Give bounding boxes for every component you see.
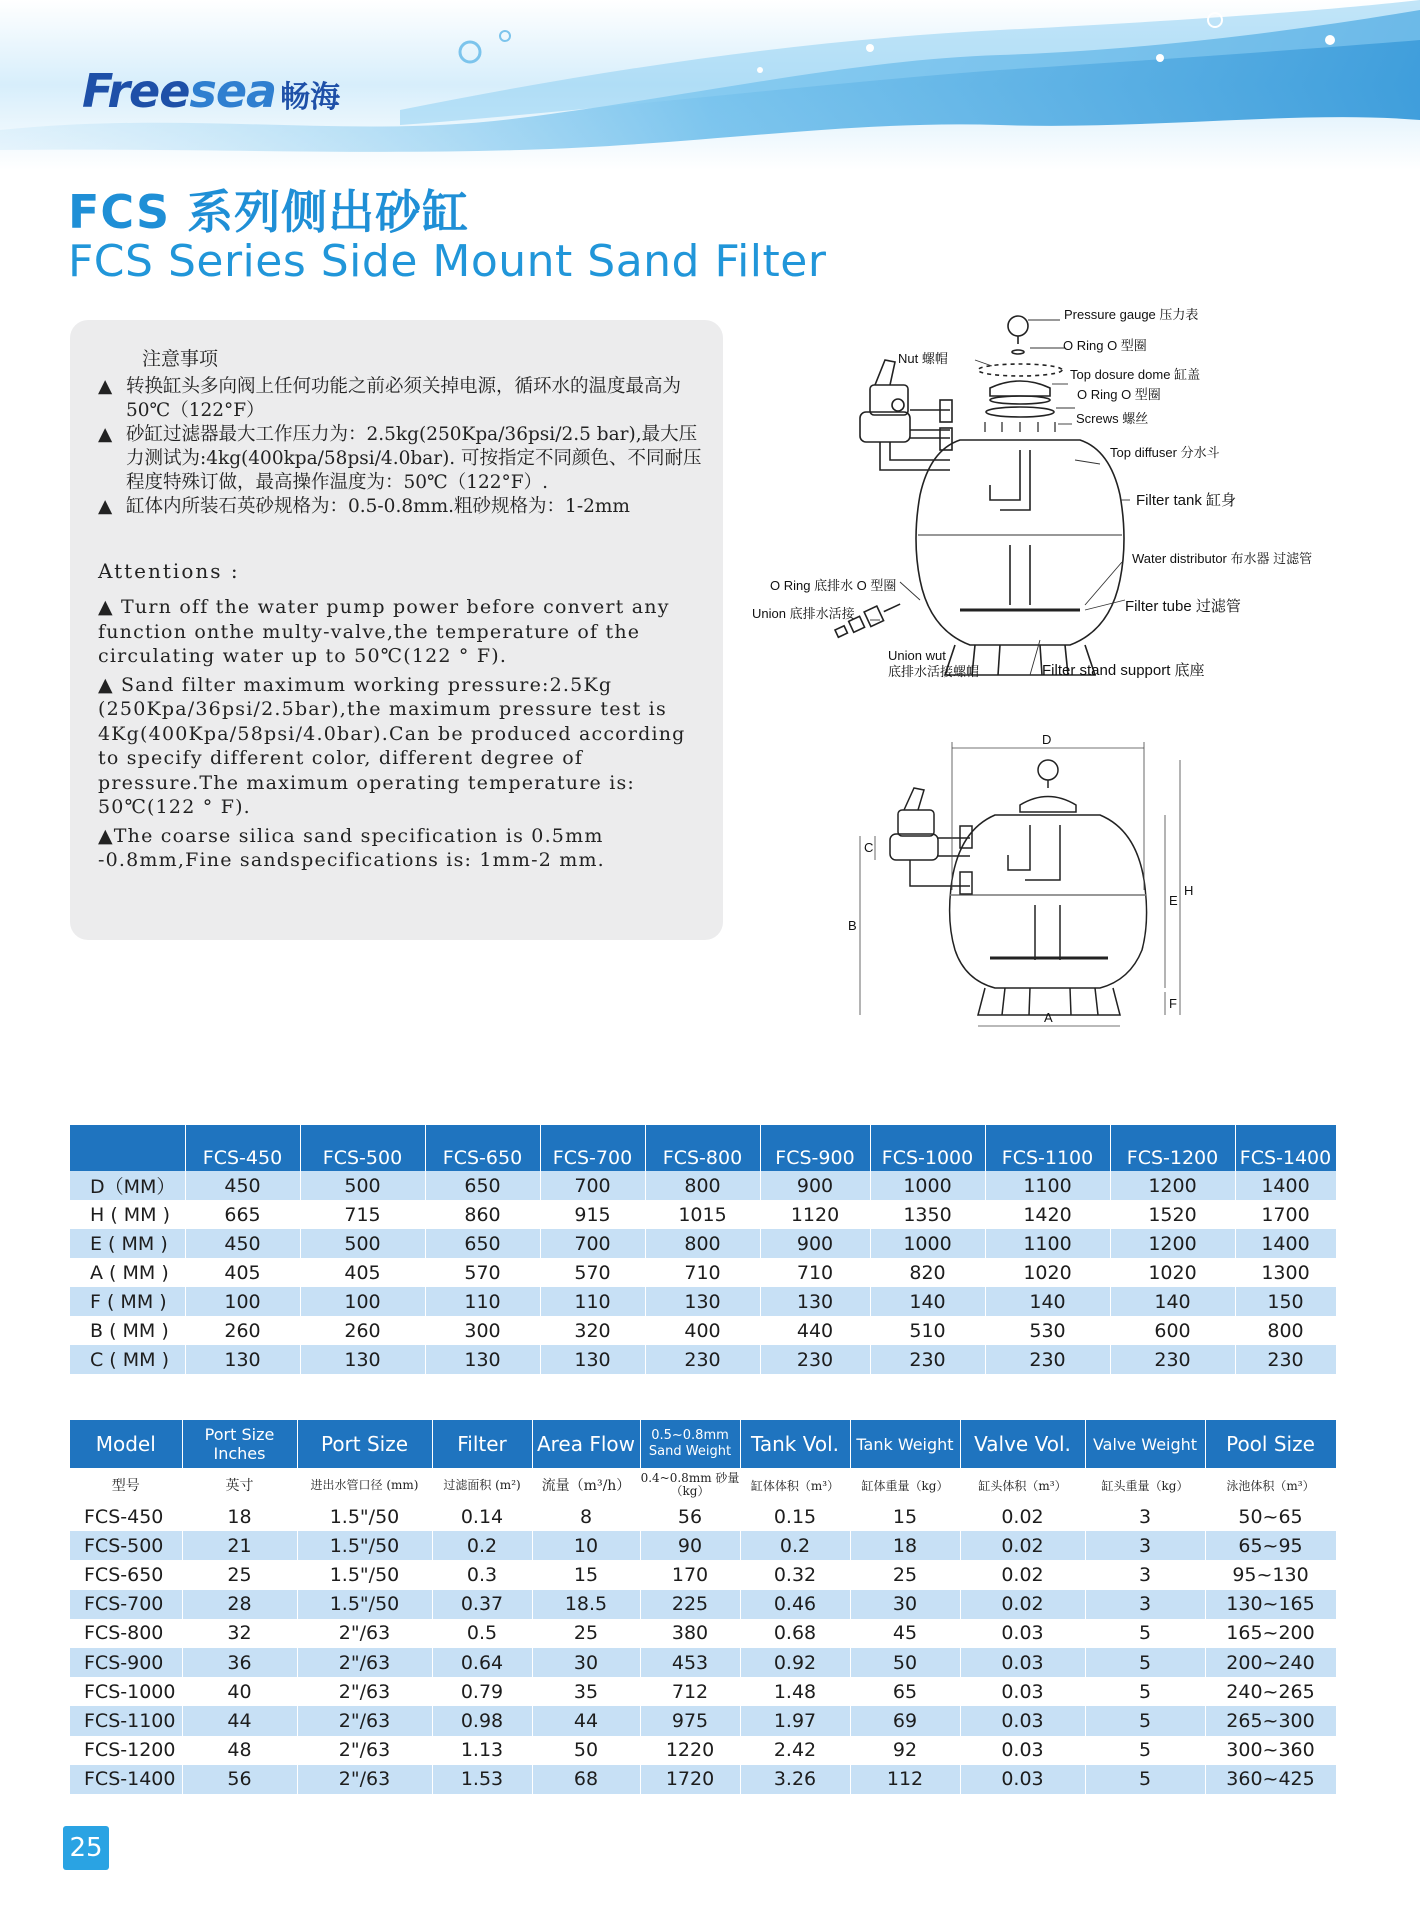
column-header: FCS-450 [185, 1125, 300, 1171]
row-label: FCS-1100 [70, 1706, 182, 1735]
table-cell: 15 [850, 1502, 960, 1531]
row-label: C ( MM ) [70, 1345, 185, 1374]
table-cell: 2"/63 [297, 1619, 432, 1648]
table-cell: 1420 [985, 1200, 1110, 1229]
table-cell: 5 [1085, 1619, 1205, 1648]
label-screws: Screws 螺丝 [1076, 411, 1149, 426]
table-cell: 1.53 [432, 1765, 532, 1794]
table-cell: 230 [760, 1345, 870, 1374]
column-header-cn: 缸头体积（m³） [960, 1468, 1085, 1502]
table-cell: 140 [1110, 1287, 1235, 1316]
table-cell: 44 [532, 1706, 640, 1735]
table-cell: 1.5"/50 [297, 1590, 432, 1619]
row-label: FCS-1200 [70, 1736, 182, 1765]
table-cell: 1.97 [740, 1706, 850, 1735]
table-cell: 0.79 [432, 1677, 532, 1706]
row-label: FCS-450 [70, 1502, 182, 1531]
dim-label-d: D [1042, 732, 1052, 747]
table-cell: 10 [532, 1531, 640, 1560]
table-row [70, 1677, 1336, 1706]
table-cell: 50 [532, 1736, 640, 1765]
notes-cn-item: ▲ 转换缸头多向阀上任何功能之前必须关掉电源，循环水的温度最高为50℃（122°F） [98, 376, 682, 421]
exploded-view-diagram [740, 300, 1340, 690]
bullet-triangle-icon: ▲ [98, 376, 113, 397]
table-cell: 405 [300, 1258, 425, 1287]
table-cell: 2"/63 [297, 1736, 432, 1765]
column-header-cn: 缸头重量（kg） [1085, 1468, 1205, 1502]
table-cell: 230 [1110, 1345, 1235, 1374]
column-header: Valve Vol. [960, 1420, 1085, 1468]
table-cell: 36 [182, 1648, 297, 1677]
table-cell: 900 [760, 1171, 870, 1200]
table-cell: 700 [540, 1229, 645, 1258]
dimensions-table [70, 1125, 1337, 1374]
table-cell: 0.03 [960, 1648, 1085, 1677]
table-cell: 65~95 [1205, 1531, 1336, 1560]
table-cell: 1400 [1235, 1229, 1336, 1258]
table-cell: 0.03 [960, 1677, 1085, 1706]
table-cell: 170 [640, 1560, 740, 1589]
table-cell: 265~300 [1205, 1706, 1336, 1735]
column-header: Pool Size [1205, 1420, 1336, 1468]
table-cell: 1000 [870, 1229, 985, 1258]
notes-en-item: ▲ Sand filter maximum working pressure:2.5Kg (250Kpa/36psi/2.5bar),the maximum pressure test is 4Kg(400Kpa/58psi/4.0bar).Can be produced according to specify different color, different degree of pressure.The maximum operating temperature is: 50℃(122 ° F). [98, 673, 686, 818]
table-cell: 2.42 [740, 1736, 850, 1765]
table-cell: 110 [425, 1287, 540, 1316]
label-filter-stand: Filter stand support 底座 [1042, 662, 1205, 679]
row-label: B ( MM ) [70, 1316, 185, 1345]
table-cell: 5 [1085, 1648, 1205, 1677]
dim-label-h: H [1184, 883, 1194, 898]
table-cell: 0.03 [960, 1619, 1085, 1648]
table-cell: 1720 [640, 1765, 740, 1794]
bullet-triangle-icon: ▲ [98, 424, 113, 445]
label-nut: Nut 螺帽 [898, 351, 948, 366]
logo-text-sea: sea [189, 64, 277, 118]
table-cell: 710 [645, 1258, 760, 1287]
page-title-cn: FCS 系列侧出砂缸 [68, 185, 470, 239]
table-cell: 1350 [870, 1200, 985, 1229]
table-cell: 3 [1085, 1531, 1205, 1560]
table-cell: 860 [425, 1200, 540, 1229]
table-cell: 1000 [870, 1171, 985, 1200]
table-cell: 3 [1085, 1590, 1205, 1619]
table-cell: 68 [532, 1765, 640, 1794]
dimensions-header-row [70, 1125, 1336, 1171]
table-row [70, 1706, 1336, 1735]
table-cell: 2"/63 [297, 1765, 432, 1794]
table-cell: 405 [185, 1258, 300, 1287]
table-cell: 1020 [1110, 1258, 1235, 1287]
table-row [70, 1648, 1336, 1677]
table-cell: 2"/63 [297, 1706, 432, 1735]
table-cell: 92 [850, 1736, 960, 1765]
table-cell: 65 [850, 1677, 960, 1706]
row-label: FCS-700 [70, 1590, 182, 1619]
column-header: Port Size Inches [182, 1420, 297, 1468]
table-cell: 1220 [640, 1736, 740, 1765]
table-cell: 300~360 [1205, 1736, 1336, 1765]
table-cell: 800 [645, 1229, 760, 1258]
table-cell: 25 [182, 1560, 297, 1589]
table-cell: 28 [182, 1590, 297, 1619]
column-header: Model [70, 1420, 182, 1468]
table-cell: 570 [540, 1258, 645, 1287]
table-cell: 650 [425, 1171, 540, 1200]
table-cell: 1200 [1110, 1171, 1235, 1200]
table-row [70, 1736, 1336, 1765]
column-header: Tank Vol. [740, 1420, 850, 1468]
table-cell: 230 [985, 1345, 1110, 1374]
table-cell: 1100 [985, 1229, 1110, 1258]
column-header: 0.5~0.8mm Sand Weight [640, 1420, 740, 1468]
table-cell: 165~200 [1205, 1619, 1336, 1648]
table-cell: 3 [1085, 1502, 1205, 1531]
column-header: FCS-1400 [1235, 1125, 1336, 1171]
label-union-wut-cn: 底排水活接螺帽 [888, 664, 980, 679]
specifications-table [70, 1420, 1337, 1794]
table-row [70, 1287, 1336, 1316]
table-cell: 130 [185, 1345, 300, 1374]
table-cell: 1200 [1110, 1229, 1235, 1258]
table-cell: 5 [1085, 1706, 1205, 1735]
table-cell: 0.32 [740, 1560, 850, 1589]
logo-text-free: Free [82, 64, 190, 118]
table-cell: 0.3 [432, 1560, 532, 1589]
table-row [70, 1258, 1336, 1287]
table-cell: 230 [645, 1345, 760, 1374]
table-cell: 69 [850, 1706, 960, 1735]
table-cell: 140 [985, 1287, 1110, 1316]
row-label: FCS-650 [70, 1560, 182, 1589]
table-cell: 320 [540, 1316, 645, 1345]
table-row [70, 1531, 1336, 1560]
row-label: FCS-1400 [70, 1765, 182, 1794]
column-header [70, 1125, 185, 1171]
column-header: FCS-700 [540, 1125, 645, 1171]
column-header: Valve Weight [1085, 1420, 1205, 1468]
table-cell: 800 [645, 1171, 760, 1200]
label-o-ring-drain: O Ring 底排水 O 型圈 [770, 578, 897, 593]
table-cell: 18.5 [532, 1590, 640, 1619]
table-cell: 130 [760, 1287, 870, 1316]
table-cell: 710 [760, 1258, 870, 1287]
table-cell: 18 [850, 1531, 960, 1560]
notes-cn-item: ▲ 缸体内所装石英砂规格为：0.5-0.8mm.粗砂规格为：1-2mm [98, 496, 630, 517]
table-row [70, 1345, 1336, 1374]
table-cell: 95~130 [1205, 1560, 1336, 1589]
column-header: FCS-1100 [985, 1125, 1110, 1171]
table-cell: 2"/63 [297, 1648, 432, 1677]
logo-text-cn: 畅海 [280, 80, 341, 115]
table-cell: 56 [182, 1765, 297, 1794]
table-cell: 900 [760, 1229, 870, 1258]
table-cell: 130 [300, 1345, 425, 1374]
column-header-cn: 英寸 [182, 1468, 297, 1502]
table-cell: 1015 [645, 1200, 760, 1229]
table-cell: 5 [1085, 1736, 1205, 1765]
table-cell: 112 [850, 1765, 960, 1794]
table-cell: 500 [300, 1171, 425, 1200]
table-cell: 260 [185, 1316, 300, 1345]
label-filter-tube: Filter tube 过滤管 [1125, 598, 1241, 615]
table-cell: 380 [640, 1619, 740, 1648]
table-cell: 570 [425, 1258, 540, 1287]
brand-logo [82, 64, 340, 118]
table-cell: 1.5"/50 [297, 1531, 432, 1560]
table-cell: 0.2 [740, 1531, 850, 1560]
table-cell: 50~65 [1205, 1502, 1336, 1531]
pressure-gauge-icon [1008, 316, 1028, 336]
table-cell: 0.02 [960, 1502, 1085, 1531]
notes-en-item: ▲ Turn off the water pump power before convert any function onthe multy-valve,the temperature of the circulating water up to 50℃(122 ° F). [98, 596, 670, 667]
label-water-distributor: Water distributor 布水器 过滤管 [1132, 551, 1313, 566]
table-cell: 110 [540, 1287, 645, 1316]
column-header: Tank Weight [850, 1420, 960, 1468]
row-label: D（MM） [70, 1171, 185, 1200]
row-label: FCS-500 [70, 1531, 182, 1560]
column-header: Filter [432, 1420, 532, 1468]
table-cell: 100 [185, 1287, 300, 1316]
table-cell: 140 [870, 1287, 985, 1316]
label-top-dome: Top dosure dome 缸盖 [1070, 367, 1201, 382]
table-row [70, 1316, 1336, 1345]
dimension-drawing [830, 730, 1194, 1030]
table-cell: 0.5 [432, 1619, 532, 1648]
table-cell: 1.5"/50 [297, 1560, 432, 1589]
table-cell: 0.03 [960, 1706, 1085, 1735]
row-label: F ( MM ) [70, 1287, 185, 1316]
table-cell: 0.02 [960, 1590, 1085, 1619]
table-cell: 1.13 [432, 1736, 532, 1765]
page-title-en: FCS Series Side Mount Sand Filter [68, 236, 827, 287]
table-cell: 130 [425, 1345, 540, 1374]
table-cell: 0.14 [432, 1502, 532, 1531]
table-cell: 1520 [1110, 1200, 1235, 1229]
header-water-banner [0, 0, 1420, 170]
column-header-cn: 泳池体积（m³） [1205, 1468, 1336, 1502]
column-header-cn: 缸体体积（m³） [740, 1468, 850, 1502]
table-cell: 300 [425, 1316, 540, 1345]
table-cell: 915 [540, 1200, 645, 1229]
table-cell: 800 [1235, 1316, 1336, 1345]
table-cell: 530 [985, 1316, 1110, 1345]
notes-en-heading: Attentions : [98, 559, 240, 583]
table-cell: 1120 [760, 1200, 870, 1229]
spec-header-row-cn [70, 1468, 1336, 1502]
label-o-ring-top: O Ring O 型圈 [1063, 338, 1147, 353]
row-label: FCS-1000 [70, 1677, 182, 1706]
table-cell: 700 [540, 1171, 645, 1200]
row-label: A ( MM ) [70, 1258, 185, 1287]
row-label: E ( MM ) [70, 1229, 185, 1258]
page-number: 25 [63, 1826, 109, 1870]
table-cell: 450 [185, 1229, 300, 1258]
table-cell: 440 [760, 1316, 870, 1345]
table-cell: 130~165 [1205, 1590, 1336, 1619]
table-cell: 5 [1085, 1765, 1205, 1794]
table-cell: 820 [870, 1258, 985, 1287]
table-cell: 2"/63 [297, 1677, 432, 1706]
table-cell: 230 [1235, 1345, 1336, 1374]
column-header-cn: 流量（m³/h） [532, 1468, 640, 1502]
table-row [70, 1200, 1336, 1229]
dim-label-e: E [1169, 893, 1178, 908]
table-cell: 0.92 [740, 1648, 850, 1677]
table-row [70, 1619, 1336, 1648]
table-cell: 150 [1235, 1287, 1336, 1316]
table-cell: 3.26 [740, 1765, 850, 1794]
table-cell: 130 [540, 1345, 645, 1374]
column-header: Area Flow [532, 1420, 640, 1468]
notes-panel [70, 320, 723, 940]
row-label: H ( MM ) [70, 1200, 185, 1229]
table-cell: 1.48 [740, 1677, 850, 1706]
table-cell: 1300 [1235, 1258, 1336, 1287]
table-cell: 0.15 [740, 1502, 850, 1531]
table-cell: 30 [532, 1648, 640, 1677]
table-cell: 715 [300, 1200, 425, 1229]
table-cell: 200~240 [1205, 1648, 1336, 1677]
table-row [70, 1171, 1336, 1200]
gauge-icon [1038, 760, 1058, 780]
table-cell: 0.03 [960, 1736, 1085, 1765]
table-cell: 21 [182, 1531, 297, 1560]
column-header: FCS-500 [300, 1125, 425, 1171]
table-cell: 510 [870, 1316, 985, 1345]
row-label: FCS-800 [70, 1619, 182, 1648]
bullet-triangle-icon: ▲ [98, 496, 113, 517]
column-header: Port Size [297, 1420, 432, 1468]
dim-label-c: C [864, 840, 874, 855]
table-cell: 50 [850, 1648, 960, 1677]
label-union-wut: Union wut [888, 648, 946, 663]
column-header: FCS-1000 [870, 1125, 985, 1171]
table-cell: 45 [850, 1619, 960, 1648]
column-header: FCS-650 [425, 1125, 540, 1171]
column-header-cn: 缸体重量（kg） [850, 1468, 960, 1502]
label-pressure-gauge: Pressure gauge 压力表 [1064, 307, 1199, 322]
table-cell: 665 [185, 1200, 300, 1229]
table-cell: 3 [1085, 1560, 1205, 1589]
table-row [70, 1229, 1336, 1258]
notes-cn-heading: 注意事项 [142, 348, 219, 370]
table-row [70, 1502, 1336, 1531]
notes-cn-item: ▲ 砂缸过滤器最大工作压力为：2.5kg(250Kpa/36psi/2.5 bar),最大压力测试为:4kg(400kpa/58psi/4.0bar). 可按指定不同颜色、不同耐压程度特殊订做，最高操作温度为：50℃（122°F）. [98, 424, 702, 493]
table-cell: 44 [182, 1706, 297, 1735]
table-cell: 712 [640, 1677, 740, 1706]
notes-en-item: ▲The coarse silica sand specification is 0.5mm -0.8mm,Fine sandspecifications is: 1mm-2 mm. [98, 824, 605, 871]
table-cell: 600 [1110, 1316, 1235, 1345]
column-header-cn: 型号 [70, 1468, 182, 1502]
table-cell: 1700 [1235, 1200, 1336, 1229]
table-cell: 100 [300, 1287, 425, 1316]
column-header-cn: 进出水管口径 (mm) [297, 1468, 432, 1502]
table-cell: 56 [640, 1502, 740, 1531]
table-cell: 5 [1085, 1677, 1205, 1706]
table-cell: 240~265 [1205, 1677, 1336, 1706]
row-label: FCS-900 [70, 1648, 182, 1677]
table-cell: 25 [532, 1619, 640, 1648]
table-cell: 500 [300, 1229, 425, 1258]
spec-header-row-en [70, 1420, 1336, 1468]
table-cell: 130 [645, 1287, 760, 1316]
table-cell: 15 [532, 1560, 640, 1589]
table-cell: 0.03 [960, 1765, 1085, 1794]
table-row [70, 1560, 1336, 1589]
table-cell: 35 [532, 1677, 640, 1706]
table-cell: 230 [870, 1345, 985, 1374]
table-row [70, 1765, 1336, 1794]
label-top-diffuser: Top diffuser 分水斗 [1110, 445, 1220, 460]
table-cell: 400 [645, 1316, 760, 1345]
table-cell: 18 [182, 1502, 297, 1531]
dim-label-f: F [1169, 996, 1177, 1011]
table-cell: 0.2 [432, 1531, 532, 1560]
table-cell: 0.02 [960, 1560, 1085, 1589]
table-cell: 360~425 [1205, 1765, 1336, 1794]
table-cell: 0.02 [960, 1531, 1085, 1560]
column-header-cn: 过滤面积 (m²) [432, 1468, 532, 1502]
dim-label-b: B [848, 918, 857, 933]
table-cell: 1400 [1235, 1171, 1336, 1200]
table-cell: 1.5"/50 [297, 1502, 432, 1531]
column-header: FCS-1200 [1110, 1125, 1235, 1171]
dim-label-a: A [1044, 1010, 1053, 1025]
table-cell: 0.46 [740, 1590, 850, 1619]
table-cell: 30 [850, 1590, 960, 1619]
table-cell: 0.98 [432, 1706, 532, 1735]
table-cell: 453 [640, 1648, 740, 1677]
table-cell: 1100 [985, 1171, 1110, 1200]
table-cell: 975 [640, 1706, 740, 1735]
table-cell: 450 [185, 1171, 300, 1200]
table-cell: 1020 [985, 1258, 1110, 1287]
table-cell: 40 [182, 1677, 297, 1706]
table-cell: 0.64 [432, 1648, 532, 1677]
column-header-cn: 0.4~0.8mm 砂量（kg） [640, 1468, 740, 1502]
table-cell: 260 [300, 1316, 425, 1345]
table-cell: 0.37 [432, 1590, 532, 1619]
table-cell: 48 [182, 1736, 297, 1765]
table-cell: 0.68 [740, 1619, 850, 1648]
table-cell: 650 [425, 1229, 540, 1258]
label-o-ring-dome: O Ring O 型圈 [1077, 387, 1161, 402]
table-cell: 8 [532, 1502, 640, 1531]
table-cell: 90 [640, 1531, 740, 1560]
column-header: FCS-800 [645, 1125, 760, 1171]
label-filter-tank: Filter tank 缸身 [1136, 492, 1237, 509]
label-union: Union 底排水活接 [752, 606, 855, 621]
table-row [70, 1590, 1336, 1619]
table-cell: 32 [182, 1619, 297, 1648]
table-cell: 225 [640, 1590, 740, 1619]
table-cell: 25 [850, 1560, 960, 1589]
column-header: FCS-900 [760, 1125, 870, 1171]
